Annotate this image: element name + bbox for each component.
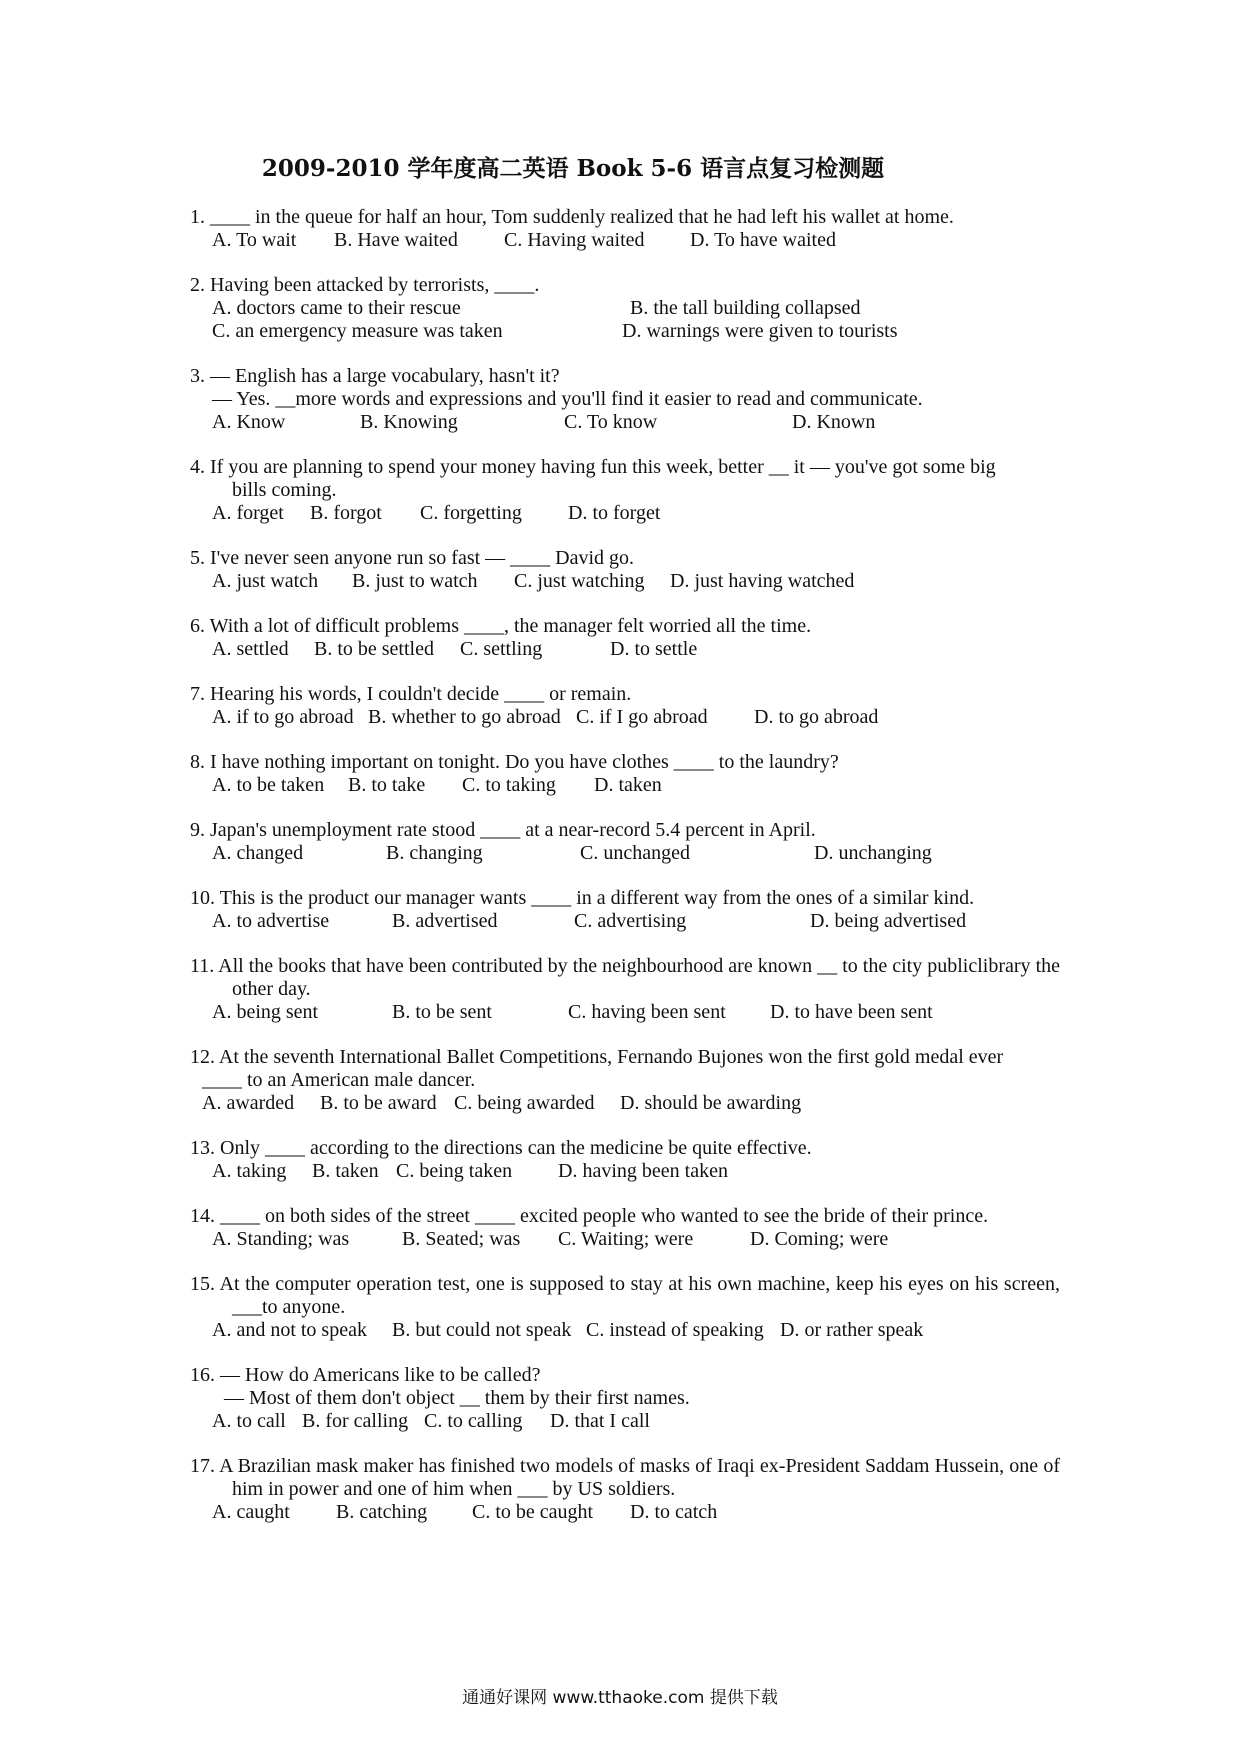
option-a: A. taking — [212, 1160, 287, 1182]
option-b: B. whether to go abroad — [368, 706, 561, 728]
question-stem: 17. A Brazilian mask maker has finished two models of masks of Iraqi ex-President Saddam Hussein, one of him in power and one of him when ___ by US soldiers. — [190, 1455, 1060, 1500]
option-d: D. just having watched — [670, 570, 855, 592]
option-row — [190, 1160, 1060, 1183]
option-b: B. changing — [386, 842, 483, 864]
option-d: D. taken — [594, 774, 662, 796]
question-16 — [190, 1364, 1060, 1433]
option-c: C. being awarded — [454, 1092, 595, 1114]
option-a: A. caught — [212, 1501, 290, 1523]
option-a: A. to advertise — [212, 910, 330, 932]
question-stem: 1. ____ in the queue for half an hour, Tom suddenly realized that he had left his wallet at home. — [190, 206, 954, 228]
option-b: B. to be sent — [392, 1001, 492, 1023]
option-a: A. settled — [212, 638, 289, 660]
option-row — [190, 1001, 1060, 1024]
question-12 — [190, 1046, 1060, 1115]
option-d: D. unchanging — [814, 842, 932, 864]
option-c: C. Having waited — [504, 229, 645, 251]
option-row — [190, 1319, 1060, 1342]
option-d: D. to go abroad — [754, 706, 879, 728]
question-1 — [190, 206, 1060, 252]
question-14 — [190, 1205, 1060, 1251]
question-4 — [190, 456, 1060, 525]
option-c: C. to taking — [462, 774, 556, 796]
question-stem: 16. — How do Americans like to be called? — [190, 1364, 541, 1386]
option-d: D. to catch — [630, 1501, 718, 1523]
question-stem: 6. With a lot of difficult problems ____, the manager felt worried all the time. — [190, 615, 812, 637]
option-d: D. should be awarding — [620, 1092, 802, 1114]
option-d: D. to have been sent — [770, 1001, 933, 1023]
question-stem: 9. Japan's unemployment rate stood ____ at a near-record 5.4 percent in April. — [190, 819, 816, 841]
option-c: C. just watching — [514, 570, 645, 592]
option-row — [190, 320, 1060, 343]
question-stem: 12. At the seventh International Ballet Competitions, Fernando Bujones won the first gold medal ever — [190, 1046, 1004, 1068]
question-10 — [190, 887, 1060, 933]
option-b: B. Have waited — [334, 229, 458, 251]
option-row — [190, 502, 1060, 525]
page-title: 2009-2010 学年度高二英语 Book 5-6 语言点复习检测题 — [261, 155, 885, 182]
option-c: C. to be caught — [472, 1501, 594, 1523]
page-footer: 通通好课网 www.tthaoke.com 提供下载 — [462, 1688, 778, 1708]
option-row — [190, 1228, 1060, 1251]
option-c: C. instead of speaking — [586, 1319, 764, 1341]
question-stem: 10. This is the product our manager wants ____ in a different way from the ones of a similar kind. — [190, 887, 975, 909]
option-a: A. changed — [212, 842, 304, 864]
option-b: B. advertised — [392, 910, 498, 932]
question-list — [190, 206, 1060, 1546]
option-c: C. To know — [564, 411, 658, 433]
question-3 — [190, 365, 1060, 434]
question-15 — [190, 1273, 1060, 1342]
option-a: A. to call — [212, 1410, 286, 1432]
question-stem: 15. At the computer operation test, one is supposed to stay at his own machine, keep his eyes on his screen, ___to anyone. — [190, 1273, 1060, 1318]
option-row — [190, 1410, 1060, 1433]
option-c: C. an emergency measure was taken — [212, 320, 503, 342]
option-b: B. Knowing — [360, 411, 458, 433]
question-stem: 4. If you are planning to spend your money having fun this week, better __ it — you've got some big — [190, 456, 996, 478]
question-stem: 8. I have nothing important on tonight. Do you have clothes ____ to the laundry? — [190, 751, 839, 773]
option-d: D. or rather speak — [780, 1319, 924, 1341]
option-a: A. being sent — [212, 1001, 319, 1023]
option-b: B. just to watch — [352, 570, 478, 592]
option-d: D. Known — [792, 411, 876, 433]
option-row — [190, 842, 1060, 865]
option-d: D. to settle — [610, 638, 698, 660]
option-d: D. that I call — [550, 1410, 650, 1432]
option-a: A. and not to speak — [212, 1319, 367, 1341]
option-b: B. to be settled — [314, 638, 434, 660]
option-a: A. doctors came to their rescue — [212, 297, 461, 319]
option-row — [190, 1501, 1060, 1524]
option-row — [190, 706, 1060, 729]
question-stem: 7. Hearing his words, I couldn't decide ____ or remain. — [190, 683, 632, 705]
option-b: B. forgot — [310, 502, 382, 524]
question-line: bills coming. — [232, 479, 337, 501]
option-d: D. To have waited — [690, 229, 836, 251]
question-13 — [190, 1137, 1060, 1183]
option-a: A. To wait — [212, 229, 297, 251]
question-stem: 14. ____ on both sides of the street ____ excited people who wanted to see the bride of their prince. — [190, 1205, 989, 1227]
option-c: C. being taken — [396, 1160, 513, 1182]
option-a: A. just watch — [212, 570, 319, 592]
option-b: B. Seated; was — [402, 1228, 521, 1250]
option-c: C. advertising — [574, 910, 687, 932]
option-a: A. awarded — [202, 1092, 295, 1114]
question-8 — [190, 751, 1060, 797]
question-stem: 2. Having been attacked by terrorists, ____. — [190, 274, 540, 296]
option-row — [190, 1092, 1060, 1115]
option-c: C. unchanged — [580, 842, 690, 864]
option-a: A. Know — [212, 411, 286, 433]
question-stem: 11. All the books that have been contributed by the neighbourhood are known __ to the city publiclibrary the other day. — [190, 955, 1060, 1000]
option-row — [190, 570, 1060, 593]
question-line: ____ to an American male dancer. — [202, 1069, 476, 1091]
question-2 — [190, 274, 1060, 343]
option-a: A. if to go abroad — [212, 706, 354, 728]
question-11 — [190, 955, 1060, 1024]
option-b: B. to take — [348, 774, 426, 796]
question-stem: 5. I've never seen anyone run so fast — ____ David go. — [190, 547, 635, 569]
option-row — [190, 297, 1060, 320]
option-row — [190, 910, 1060, 933]
option-c: C. having been sent — [568, 1001, 726, 1023]
question-9 — [190, 819, 1060, 865]
option-row — [190, 638, 1060, 661]
option-c: C. settling — [460, 638, 543, 660]
option-d: D. Coming; were — [750, 1228, 889, 1250]
option-b: B. for calling — [302, 1410, 409, 1432]
option-d: D. to forget — [568, 502, 661, 524]
option-b: B. the tall building collapsed — [630, 297, 861, 319]
option-c: C. to calling — [424, 1410, 523, 1432]
option-a: A. Standing; was — [212, 1228, 350, 1250]
question-5 — [190, 547, 1060, 593]
option-a: A. to be taken — [212, 774, 325, 796]
question-line: — Yes. __more words and expressions and you'll find it easier to read and communicate. — [212, 388, 923, 410]
option-d: D. being advertised — [810, 910, 967, 932]
option-row — [190, 411, 1060, 434]
option-a: A. forget — [212, 502, 284, 524]
option-b: B. to be award — [320, 1092, 437, 1114]
question-6 — [190, 615, 1060, 661]
option-d: D. having been taken — [558, 1160, 728, 1182]
option-b: B. catching — [336, 1501, 428, 1523]
option-c: C. Waiting; were — [558, 1228, 694, 1250]
option-c: C. if I go abroad — [576, 706, 708, 728]
option-b: B. but could not speak — [392, 1319, 572, 1341]
question-7 — [190, 683, 1060, 729]
option-row — [190, 229, 1060, 252]
question-stem: 3. — English has a large vocabulary, hasn't it? — [190, 365, 560, 387]
option-b: B. taken — [312, 1160, 379, 1182]
option-c: C. forgetting — [420, 502, 522, 524]
question-stem: 13. Only ____ according to the directions can the medicine be quite effective. — [190, 1137, 812, 1159]
question-17 — [190, 1455, 1060, 1524]
option-row — [190, 774, 1060, 797]
question-line: — Most of them don't object __ them by their first names. — [224, 1387, 690, 1409]
option-d: D. warnings were given to tourists — [622, 320, 898, 342]
